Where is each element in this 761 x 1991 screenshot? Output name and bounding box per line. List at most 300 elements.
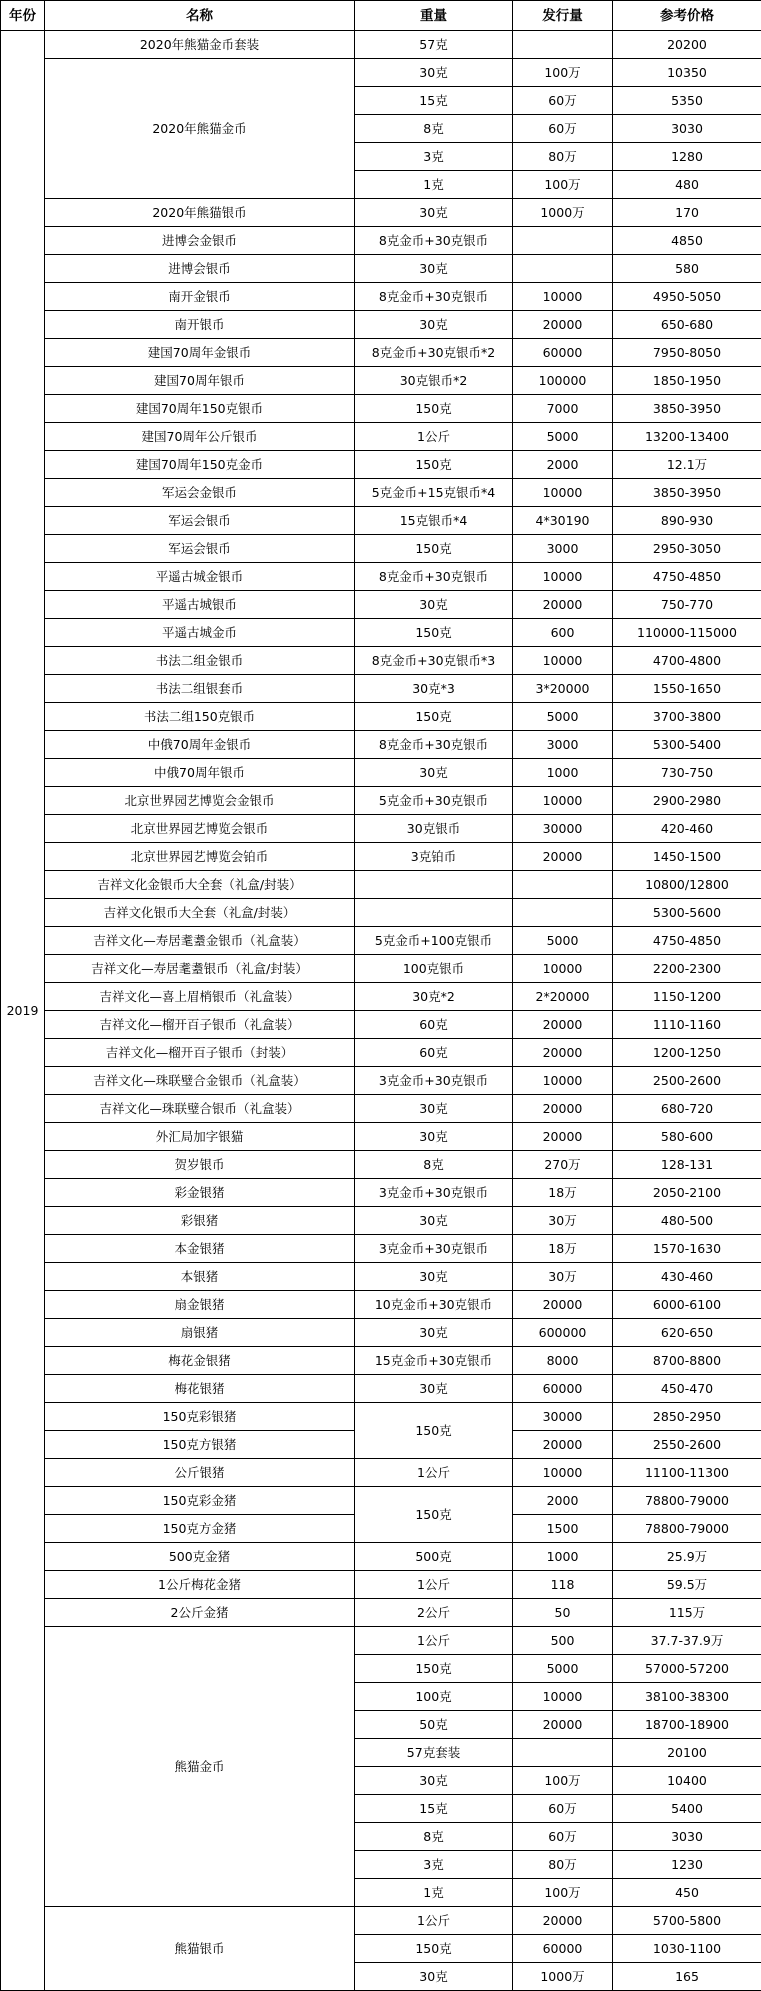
coin-name-cell: 150克方金猪 (45, 1515, 355, 1543)
price-cell: 1550-1650 (613, 675, 761, 703)
coin-name-cell: 进博会银币 (45, 255, 355, 283)
price-cell: 450 (613, 1879, 761, 1907)
issue-cell: 100万 (513, 171, 613, 199)
price-cell: 170 (613, 199, 761, 227)
table-row (1, 367, 761, 395)
table-row (1, 983, 761, 1011)
weight-cell: 150克 (355, 1655, 513, 1683)
issue-cell: 30万 (513, 1263, 613, 1291)
coin-name-cell: 彩银猪 (45, 1207, 355, 1235)
coin-name-cell: 吉祥文化—寿居耄耋金银币（礼盒装） (45, 927, 355, 955)
table-row (1, 1599, 761, 1627)
table-row (1, 1319, 761, 1347)
issue-cell: 3000 (513, 731, 613, 759)
issue-cell: 80万 (513, 1851, 613, 1879)
table-row (1, 535, 761, 563)
issue-cell: 2000 (513, 451, 613, 479)
coin-name-cell: 建国70周年银币 (45, 367, 355, 395)
weight-cell (355, 899, 513, 927)
weight-cell: 30克 (355, 1207, 513, 1235)
coin-name-cell: 书法二组150克银币 (45, 703, 355, 731)
issue-cell: 20000 (513, 1291, 613, 1319)
issue-cell: 20000 (513, 591, 613, 619)
issue-cell: 60万 (513, 87, 613, 115)
issue-cell: 1000万 (513, 199, 613, 227)
price-cell: 18700-18900 (613, 1711, 761, 1739)
coin-name-cell: 1公斤梅花金猪 (45, 1571, 355, 1599)
issue-cell: 5000 (513, 703, 613, 731)
weight-cell: 30克*2 (355, 983, 513, 1011)
price-cell: 480 (613, 171, 761, 199)
issue-cell: 20000 (513, 1095, 613, 1123)
price-cell: 78800-79000 (613, 1515, 761, 1543)
price-cell: 3030 (613, 1823, 761, 1851)
coin-name-cell: 建国70周年公斤银币 (45, 423, 355, 451)
price-cell: 3030 (613, 115, 761, 143)
coin-name-cell: 熊猫银币 (45, 1907, 355, 1991)
header-issue: 发行量 (513, 1, 613, 31)
table-row (1, 1543, 761, 1571)
coin-name-cell: 南开金银币 (45, 283, 355, 311)
price-cell: 650-680 (613, 311, 761, 339)
price-cell: 1570-1630 (613, 1235, 761, 1263)
coin-name-cell: 军运会金银币 (45, 479, 355, 507)
table-row (1, 283, 761, 311)
weight-cell: 60克 (355, 1039, 513, 1067)
price-cell: 1030-1100 (613, 1935, 761, 1963)
price-cell: 890-930 (613, 507, 761, 535)
issue-cell: 2*20000 (513, 983, 613, 1011)
issue-cell: 1000 (513, 1543, 613, 1571)
weight-cell: 150克 (355, 1487, 513, 1543)
weight-cell: 30克 (355, 1319, 513, 1347)
coin-name-cell: 军运会银币 (45, 507, 355, 535)
price-cell: 450-470 (613, 1375, 761, 1403)
table-row (1, 227, 761, 255)
issue-cell (513, 227, 613, 255)
weight-cell: 8克金币+30克银币 (355, 283, 513, 311)
price-cell: 4750-4850 (613, 563, 761, 591)
weight-cell: 1克 (355, 171, 513, 199)
weight-cell: 3克 (355, 1851, 513, 1879)
price-cell: 5400 (613, 1795, 761, 1823)
table-row (1, 1151, 761, 1179)
price-cell: 8700-8800 (613, 1347, 761, 1375)
issue-cell: 30000 (513, 815, 613, 843)
coin-name-cell: 2公斤金猪 (45, 1599, 355, 1627)
weight-cell: 30克 (355, 1095, 513, 1123)
price-cell: 4850 (613, 227, 761, 255)
weight-cell: 2公斤 (355, 1599, 513, 1627)
issue-cell: 600000 (513, 1319, 613, 1347)
issue-cell: 600 (513, 619, 613, 647)
issue-cell: 270万 (513, 1151, 613, 1179)
issue-cell: 3*20000 (513, 675, 613, 703)
table-row (1, 899, 761, 927)
weight-cell: 3克金币+30克银币 (355, 1067, 513, 1095)
table-row (1, 1207, 761, 1235)
price-cell: 4750-4850 (613, 927, 761, 955)
weight-cell: 30克 (355, 1767, 513, 1795)
weight-cell: 8克 (355, 115, 513, 143)
weight-cell: 30克银币*2 (355, 367, 513, 395)
price-cell: 59.5万 (613, 1571, 761, 1599)
weight-cell: 10克金币+30克银币 (355, 1291, 513, 1319)
price-cell: 1150-1200 (613, 983, 761, 1011)
price-cell: 430-460 (613, 1263, 761, 1291)
price-cell: 1280 (613, 143, 761, 171)
issue-cell: 60000 (513, 1935, 613, 1963)
weight-cell: 100克 (355, 1683, 513, 1711)
table-row (1, 1179, 761, 1207)
price-cell: 2050-2100 (613, 1179, 761, 1207)
weight-cell: 150克 (355, 703, 513, 731)
weight-cell: 8克 (355, 1823, 513, 1851)
table-row (1, 199, 761, 227)
table-row (1, 1907, 761, 1935)
price-cell: 38100-38300 (613, 1683, 761, 1711)
table-row (1, 1487, 761, 1515)
price-cell: 5300-5600 (613, 899, 761, 927)
price-cell: 580-600 (613, 1123, 761, 1151)
price-cell: 1230 (613, 1851, 761, 1879)
issue-cell: 30000 (513, 1403, 613, 1431)
coin-name-cell: 吉祥文化—珠联璧合银币（礼盒装） (45, 1095, 355, 1123)
price-cell: 750-770 (613, 591, 761, 619)
issue-cell: 100万 (513, 1767, 613, 1795)
issue-cell: 60万 (513, 115, 613, 143)
weight-cell: 1公斤 (355, 1571, 513, 1599)
issue-cell: 10000 (513, 479, 613, 507)
table-row (1, 1039, 761, 1067)
table-row (1, 675, 761, 703)
table-row (1, 619, 761, 647)
table-row (1, 423, 761, 451)
issue-cell: 10000 (513, 1683, 613, 1711)
coin-name-cell: 外汇局加字银猫 (45, 1123, 355, 1151)
table-row (1, 31, 761, 59)
coin-name-cell: 平遥古城银币 (45, 591, 355, 619)
weight-cell: 30克*3 (355, 675, 513, 703)
coin-name-cell: 梅花银猪 (45, 1375, 355, 1403)
weight-cell: 15克银币*4 (355, 507, 513, 535)
price-cell: 2950-3050 (613, 535, 761, 563)
issue-cell: 10000 (513, 283, 613, 311)
weight-cell: 8克金币+30克银币 (355, 731, 513, 759)
weight-cell: 57克套装 (355, 1739, 513, 1767)
price-cell: 730-750 (613, 759, 761, 787)
issue-cell (513, 1739, 613, 1767)
weight-cell: 60克 (355, 1011, 513, 1039)
coin-name-cell: 2020年熊猫金币 (45, 59, 355, 199)
table-row (1, 1403, 761, 1431)
weight-cell: 150克 (355, 1403, 513, 1459)
coin-name-cell: 扇金银猪 (45, 1291, 355, 1319)
weight-cell: 100克银币 (355, 955, 513, 983)
issue-cell: 20000 (513, 843, 613, 871)
coin-name-cell: 建国70周年150克金币 (45, 451, 355, 479)
year-cell: 2019 (1, 31, 45, 1991)
coin-name-cell: 平遥古城金银币 (45, 563, 355, 591)
price-cell: 1850-1950 (613, 367, 761, 395)
issue-cell: 1000 (513, 759, 613, 787)
table-row (1, 1459, 761, 1487)
issue-cell (513, 31, 613, 59)
table-row (1, 479, 761, 507)
coin-name-cell: 吉祥文化银币大全套（礼盒/封装） (45, 899, 355, 927)
header-row (1, 1, 761, 31)
table-row (1, 1347, 761, 1375)
weight-cell: 50克 (355, 1711, 513, 1739)
price-cell: 20200 (613, 31, 761, 59)
issue-cell (513, 871, 613, 899)
table-row (1, 395, 761, 423)
weight-cell: 30克 (355, 1963, 513, 1991)
coin-name-cell: 吉祥文化—榴开百子银币（封装） (45, 1039, 355, 1067)
price-cell: 3850-3950 (613, 395, 761, 423)
issue-cell: 20000 (513, 1711, 613, 1739)
weight-cell: 3克铂币 (355, 843, 513, 871)
issue-cell: 7000 (513, 395, 613, 423)
header-weight: 重量 (355, 1, 513, 31)
weight-cell: 30克 (355, 255, 513, 283)
coin-name-cell: 贺岁银币 (45, 1151, 355, 1179)
price-cell: 4700-4800 (613, 647, 761, 675)
table-row (1, 1123, 761, 1151)
table-row (1, 759, 761, 787)
weight-cell: 1公斤 (355, 1459, 513, 1487)
weight-cell: 3克金币+30克银币 (355, 1179, 513, 1207)
issue-cell: 8000 (513, 1347, 613, 1375)
coin-name-cell: 500克金猪 (45, 1543, 355, 1571)
price-cell: 1110-1160 (613, 1011, 761, 1039)
price-cell: 680-720 (613, 1095, 761, 1123)
table-row (1, 1571, 761, 1599)
issue-cell: 20000 (513, 1011, 613, 1039)
issue-cell: 118 (513, 1571, 613, 1599)
price-cell: 5300-5400 (613, 731, 761, 759)
table-row (1, 1291, 761, 1319)
weight-cell: 5克金币+30克银币 (355, 787, 513, 815)
issue-cell: 5000 (513, 1655, 613, 1683)
weight-cell (355, 871, 513, 899)
coin-name-cell: 吉祥文化—珠联璧合金银币（礼盒装） (45, 1067, 355, 1095)
price-cell: 110000-115000 (613, 619, 761, 647)
coin-name-cell: 2020年熊猫银币 (45, 199, 355, 227)
coin-name-cell: 吉祥文化—寿居耄耋银币（礼盒/封装） (45, 955, 355, 983)
price-cell: 115万 (613, 1599, 761, 1627)
coin-name-cell: 扇银猪 (45, 1319, 355, 1347)
weight-cell: 150克 (355, 535, 513, 563)
table-row (1, 451, 761, 479)
table-row (1, 871, 761, 899)
price-cell: 11100-11300 (613, 1459, 761, 1487)
weight-cell: 150克 (355, 395, 513, 423)
issue-cell: 10000 (513, 787, 613, 815)
coin-name-cell: 本银猪 (45, 1263, 355, 1291)
coin-name-cell: 彩金银猪 (45, 1179, 355, 1207)
weight-cell: 30克 (355, 1375, 513, 1403)
table-row (1, 1011, 761, 1039)
table-row (1, 703, 761, 731)
weight-cell: 30克银币 (355, 815, 513, 843)
weight-cell: 8克金币+30克银币*3 (355, 647, 513, 675)
weight-cell: 8克金币+30克银币 (355, 227, 513, 255)
issue-cell: 60000 (513, 339, 613, 367)
issue-cell: 5000 (513, 927, 613, 955)
price-cell: 4950-5050 (613, 283, 761, 311)
table-row (1, 1095, 761, 1123)
issue-cell: 10000 (513, 647, 613, 675)
issue-cell: 20000 (513, 1431, 613, 1459)
issue-cell: 5000 (513, 423, 613, 451)
issue-cell (513, 255, 613, 283)
table-row (1, 591, 761, 619)
coin-name-cell: 北京世界园艺博览会铂币 (45, 843, 355, 871)
price-cell: 580 (613, 255, 761, 283)
coin-name-cell: 平遥古城金币 (45, 619, 355, 647)
table-row (1, 1263, 761, 1291)
coin-name-cell: 公斤银猪 (45, 1459, 355, 1487)
price-cell: 57000-57200 (613, 1655, 761, 1683)
weight-cell: 15克 (355, 87, 513, 115)
table-row (1, 815, 761, 843)
weight-cell: 8克 (355, 1151, 513, 1179)
price-cell: 6000-6100 (613, 1291, 761, 1319)
header-year: 年份 (1, 1, 45, 31)
issue-cell: 10000 (513, 563, 613, 591)
price-cell: 25.9万 (613, 1543, 761, 1571)
price-cell: 10350 (613, 59, 761, 87)
issue-cell: 3000 (513, 535, 613, 563)
weight-cell: 30克 (355, 1263, 513, 1291)
table-row (1, 1627, 761, 1655)
price-cell: 420-460 (613, 815, 761, 843)
weight-cell: 30克 (355, 591, 513, 619)
table-body (1, 31, 761, 1991)
price-cell: 2850-2950 (613, 1403, 761, 1431)
weight-cell: 3克 (355, 143, 513, 171)
issue-cell (513, 899, 613, 927)
issue-cell: 1000万 (513, 1963, 613, 1991)
table-row (1, 1375, 761, 1403)
coin-name-cell: 进博会金银币 (45, 227, 355, 255)
coin-name-cell: 吉祥文化金银币大全套（礼盒/封装） (45, 871, 355, 899)
price-cell: 2500-2600 (613, 1067, 761, 1095)
weight-cell: 30克 (355, 759, 513, 787)
price-cell: 2550-2600 (613, 1431, 761, 1459)
issue-cell: 1500 (513, 1515, 613, 1543)
table-row (1, 731, 761, 759)
coin-name-cell: 建国70周年150克银币 (45, 395, 355, 423)
issue-cell: 80万 (513, 143, 613, 171)
coin-name-cell: 150克彩金猪 (45, 1487, 355, 1515)
weight-cell: 8克金币+30克银币*2 (355, 339, 513, 367)
weight-cell: 1克 (355, 1879, 513, 1907)
table-row (1, 955, 761, 983)
coin-name-cell: 吉祥文化—榴开百子银币（礼盒装） (45, 1011, 355, 1039)
coin-name-cell: 中俄70周年银币 (45, 759, 355, 787)
table-row (1, 563, 761, 591)
issue-cell: 2000 (513, 1487, 613, 1515)
table-row (1, 507, 761, 535)
table-row (1, 311, 761, 339)
weight-cell: 500克 (355, 1543, 513, 1571)
table-row (1, 255, 761, 283)
issue-cell: 20000 (513, 1907, 613, 1935)
weight-cell: 15克 (355, 1795, 513, 1823)
price-cell: 1200-1250 (613, 1039, 761, 1067)
issue-cell: 10000 (513, 1067, 613, 1095)
coin-name-cell: 150克方银猪 (45, 1431, 355, 1459)
price-cell: 3850-3950 (613, 479, 761, 507)
issue-cell: 10000 (513, 1459, 613, 1487)
issue-cell: 10000 (513, 955, 613, 983)
price-cell: 5700-5800 (613, 1907, 761, 1935)
weight-cell: 5克金币+15克银币*4 (355, 479, 513, 507)
issue-cell: 20000 (513, 1123, 613, 1151)
price-cell: 1450-1500 (613, 843, 761, 871)
price-cell: 12.1万 (613, 451, 761, 479)
table-row (1, 339, 761, 367)
price-cell: 165 (613, 1963, 761, 1991)
table-row (1, 1067, 761, 1095)
weight-cell: 5克金币+100克银币 (355, 927, 513, 955)
weight-cell: 30克 (355, 59, 513, 87)
issue-cell: 20000 (513, 311, 613, 339)
coin-name-cell: 本金银猪 (45, 1235, 355, 1263)
price-cell: 3700-3800 (613, 703, 761, 731)
coin-name-cell: 熊猫金币 (45, 1627, 355, 1907)
issue-cell: 60万 (513, 1823, 613, 1851)
coin-name-cell: 建国70周年金银币 (45, 339, 355, 367)
table-row (1, 787, 761, 815)
price-cell: 2200-2300 (613, 955, 761, 983)
price-cell: 620-650 (613, 1319, 761, 1347)
price-cell: 20100 (613, 1739, 761, 1767)
issue-cell: 18万 (513, 1235, 613, 1263)
issue-cell: 100万 (513, 59, 613, 87)
coin-name-cell: 军运会银币 (45, 535, 355, 563)
weight-cell: 8克金币+30克银币 (355, 563, 513, 591)
coin-name-cell: 梅花金银猪 (45, 1347, 355, 1375)
price-cell: 10800/12800 (613, 871, 761, 899)
price-cell: 480-500 (613, 1207, 761, 1235)
header-price: 参考价格 (613, 1, 761, 31)
issue-cell: 20000 (513, 1039, 613, 1067)
coin-name-cell: 北京世界园艺博览会金银币 (45, 787, 355, 815)
coin-name-cell: 中俄70周年金银币 (45, 731, 355, 759)
price-cell: 78800-79000 (613, 1487, 761, 1515)
header-name: 名称 (45, 1, 355, 31)
price-cell: 5350 (613, 87, 761, 115)
coin-name-cell: 150克彩银猪 (45, 1403, 355, 1431)
price-cell: 10400 (613, 1767, 761, 1795)
weight-cell: 150克 (355, 451, 513, 479)
weight-cell: 30克 (355, 1123, 513, 1151)
price-cell: 13200-13400 (613, 423, 761, 451)
price-cell: 7950-8050 (613, 339, 761, 367)
weight-cell: 1公斤 (355, 1627, 513, 1655)
issue-cell: 50 (513, 1599, 613, 1627)
coin-name-cell: 2020年熊猫金币套装 (45, 31, 355, 59)
issue-cell: 500 (513, 1627, 613, 1655)
weight-cell: 1公斤 (355, 423, 513, 451)
coin-name-cell: 吉祥文化—喜上眉梢银币（礼盒装） (45, 983, 355, 1011)
table-row (1, 927, 761, 955)
coin-name-cell: 南开银币 (45, 311, 355, 339)
price-cell: 37.7-37.9万 (613, 1627, 761, 1655)
